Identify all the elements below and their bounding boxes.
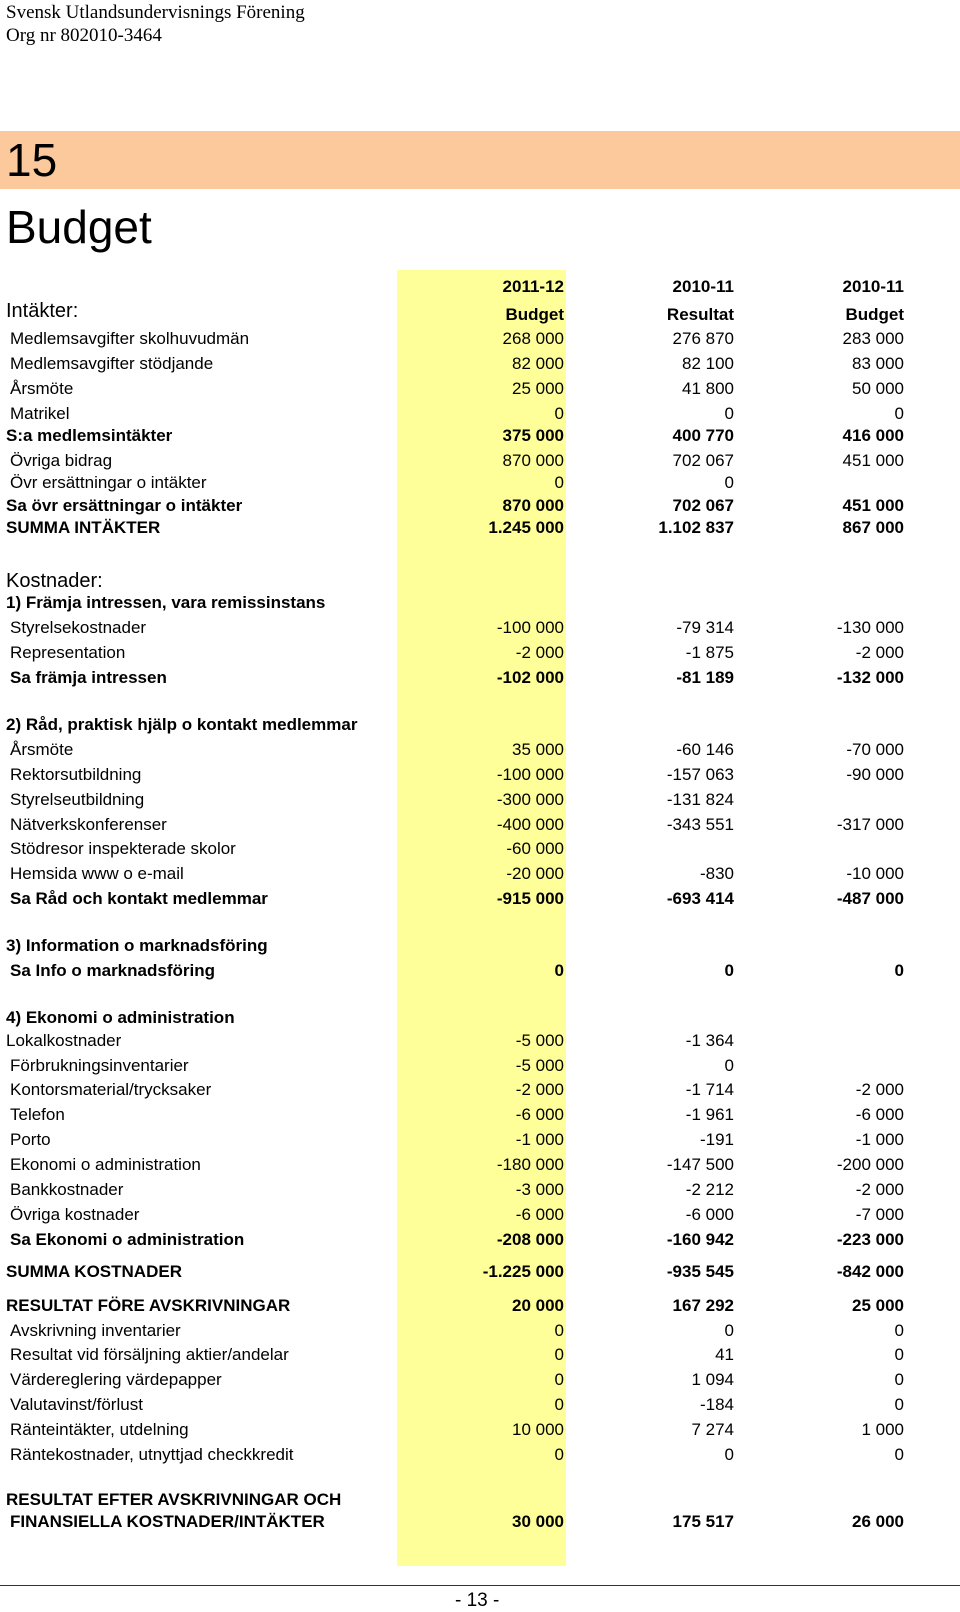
row-label: SUMMA KOSTNADER <box>6 1262 182 1281</box>
row-label: Bankkostnader <box>10 1180 124 1199</box>
row-value-v1: 375 000 <box>502 426 564 445</box>
table-row <box>0 1262 960 1286</box>
row-label: Medlemsavgifter stödjande <box>10 354 214 373</box>
row-value-v2: 1 094 <box>691 1370 734 1389</box>
row-value-v2: -60 146 <box>676 740 734 759</box>
table-row <box>0 473 960 497</box>
row-value-v1: -400 000 <box>496 815 564 834</box>
row-value-v1: 20 000 <box>512 1296 564 1315</box>
table-row <box>0 1056 960 1080</box>
row-value-v1: -3 000 <box>515 1180 564 1199</box>
table-row <box>0 570 960 594</box>
org-number: Org nr 802010-3464 <box>6 25 162 46</box>
row-value-v1: -208 000 <box>496 1230 564 1249</box>
row-value-v2: 702 067 <box>672 496 734 515</box>
row-label: Avskrivning inventarier <box>10 1321 181 1340</box>
row-label: 4) Ekonomi o administration <box>6 1008 235 1027</box>
table-row <box>0 1490 960 1514</box>
row-value-v3: -10 000 <box>846 864 904 883</box>
row-value-v2: 1.102 837 <box>658 518 734 537</box>
row-value-v2: 0 <box>724 473 734 492</box>
row-value-v2: -6 000 <box>685 1205 734 1224</box>
row-value-v1: 0 <box>554 404 564 423</box>
row-value-v2: 41 <box>715 1345 734 1364</box>
row-value-v3: 0 <box>894 1395 904 1414</box>
row-label: Kostnader: <box>6 570 103 592</box>
row-value-v2: 0 <box>724 404 734 423</box>
row-label: Årsmöte <box>10 379 74 398</box>
table-row <box>0 496 960 520</box>
row-value-v3: 83 000 <box>852 354 904 373</box>
table-row <box>0 1008 960 1032</box>
row-value-v2: 0 <box>724 961 734 980</box>
row-value-v1: -2 000 <box>515 1080 564 1099</box>
table-row <box>0 740 960 764</box>
table-row <box>0 765 960 789</box>
row-value-v1: 0 <box>554 961 564 980</box>
row-value-v3: -6 000 <box>855 1105 904 1124</box>
row-value-v2: -1 364 <box>685 1031 734 1050</box>
table-row <box>0 1420 960 1444</box>
row-value-v1: -1 000 <box>515 1130 564 1149</box>
intakter-heading: Intäkter: <box>6 300 79 322</box>
row-value-v1: -6 000 <box>515 1205 564 1224</box>
row-value-v1: -915 000 <box>496 889 564 908</box>
table-row <box>0 839 960 863</box>
row-label: Årsmöte <box>10 740 74 759</box>
table-row <box>0 1230 960 1254</box>
row-label: Sa Ekonomi o administration <box>10 1230 245 1249</box>
row-label: Stödresor inspekterade skolor <box>10 839 236 858</box>
table-row <box>0 643 960 667</box>
row-value-v3: -842 000 <box>836 1262 904 1281</box>
row-label: Lokalkostnader <box>6 1031 122 1050</box>
table-row <box>0 426 960 450</box>
row-value-v3: 451 000 <box>842 451 904 470</box>
row-label: Rektorsutbildning <box>10 765 142 784</box>
row-value-v2: -343 551 <box>666 815 734 834</box>
table-row <box>0 354 960 378</box>
row-label: Sa främja intressen <box>10 668 167 687</box>
row-value-v3: -2 000 <box>855 1080 904 1099</box>
row-value-v1: -100 000 <box>496 618 564 637</box>
row-value-v2: -157 063 <box>666 765 734 784</box>
row-label: Valutavinst/förlust <box>10 1395 143 1414</box>
row-value-v1: 870 000 <box>502 496 564 515</box>
row-value-v3: 0 <box>894 961 904 980</box>
row-label: Förbrukningsinventarier <box>10 1056 189 1075</box>
row-value-v3: -200 000 <box>836 1155 904 1174</box>
col2-year: 2010-11 <box>672 277 734 296</box>
column-year-row <box>0 277 960 301</box>
table-row <box>0 1205 960 1229</box>
row-value-v2: 702 067 <box>672 451 734 470</box>
table-row <box>0 1445 960 1469</box>
chapter-number: 15 <box>6 134 58 186</box>
row-label: Värdereglering värdepapper <box>10 1370 222 1389</box>
row-value-v2: -147 500 <box>666 1155 734 1174</box>
row-label: Resultat vid försäljning aktier/andelar <box>10 1345 289 1364</box>
row-label: RESULTAT EFTER AVSKRIVNINGAR OCH <box>6 1490 342 1509</box>
row-value-v2: -1 961 <box>685 1105 734 1124</box>
row-value-v2: 0 <box>724 1056 734 1075</box>
row-label: Porto <box>10 1130 51 1149</box>
row-value-v2: 7 274 <box>691 1420 734 1439</box>
row-label: FINANSIELLA KOSTNADER/INTÄKTER <box>10 1512 325 1531</box>
row-value-v1: 10 000 <box>512 1420 564 1439</box>
row-value-v1: 1.245 000 <box>488 518 564 537</box>
row-value-v3: -70 000 <box>846 740 904 759</box>
row-value-v3: 0 <box>894 1370 904 1389</box>
table-row <box>0 961 960 985</box>
row-value-v3: 26 000 <box>852 1512 904 1531</box>
table-row <box>0 1031 960 1055</box>
row-value-v3: -223 000 <box>836 1230 904 1249</box>
row-value-v3: -2 000 <box>855 1180 904 1199</box>
row-label: Hemsida www o e-mail <box>10 864 184 883</box>
table-row <box>0 790 960 814</box>
row-value-v1: -20 000 <box>506 864 564 883</box>
row-value-v3: 416 000 <box>842 426 904 445</box>
row-value-v1: -300 000 <box>496 790 564 809</box>
row-value-v1: 0 <box>554 1370 564 1389</box>
table-row <box>0 1296 960 1320</box>
row-label: RESULTAT FÖRE AVSKRIVNINGAR <box>6 1296 291 1315</box>
row-value-v1: -5 000 <box>515 1031 564 1050</box>
row-label: 3) Information o marknadsföring <box>6 936 268 955</box>
row-label: 1) Främja intressen, vara remissinstans <box>6 593 326 612</box>
row-label: Representation <box>10 643 126 662</box>
row-label: Övr ersättningar o intäkter <box>10 473 207 492</box>
col1-type: Budget <box>505 305 564 324</box>
row-value-v1: -60 000 <box>506 839 564 858</box>
table-row <box>0 1370 960 1394</box>
table-row <box>0 1105 960 1129</box>
row-value-v1: -2 000 <box>515 643 564 662</box>
row-label: Styrelseutbildning <box>10 790 145 809</box>
table-row <box>0 1395 960 1419</box>
row-value-v3: -2 000 <box>855 643 904 662</box>
row-value-v3: -132 000 <box>836 668 904 687</box>
table-row <box>0 668 960 692</box>
row-value-v2: -79 314 <box>676 618 734 637</box>
org-name: Svensk Utlandsundervisnings Förening <box>6 2 305 23</box>
row-label: Medlemsavgifter skolhuvudmän <box>10 329 250 348</box>
row-value-v3: 0 <box>894 404 904 423</box>
table-row <box>0 593 960 617</box>
table-row <box>0 404 960 428</box>
row-value-v3: -130 000 <box>836 618 904 637</box>
table-row <box>0 815 960 839</box>
row-label: 2) Råd, praktisk hjälp o kontakt medlemmar <box>6 715 358 734</box>
row-value-v2: 167 292 <box>672 1296 734 1315</box>
row-label: Ränteintäkter, utdelning <box>10 1420 189 1439</box>
row-value-v2: 400 770 <box>672 426 734 445</box>
col3-year: 2010-11 <box>842 277 904 296</box>
row-value-v1: 30 000 <box>512 1512 564 1531</box>
row-value-v2: -1 714 <box>685 1080 734 1099</box>
column-type-row <box>0 300 960 324</box>
row-value-v2: 0 <box>724 1321 734 1340</box>
row-label: Sa övr ersättningar o intäkter <box>6 496 243 515</box>
row-value-v2: 82 100 <box>682 354 734 373</box>
row-label: Telefon <box>10 1105 65 1124</box>
col1-year: 2011-12 <box>502 277 564 296</box>
row-value-v1: 0 <box>554 1321 564 1340</box>
row-value-v2: 0 <box>724 1445 734 1464</box>
table-row <box>0 1155 960 1179</box>
row-value-v3: 0 <box>894 1445 904 1464</box>
row-label: Räntekostnader, utnyttjad checkkredit <box>10 1445 294 1464</box>
table-row <box>0 1180 960 1204</box>
row-value-v2: 175 517 <box>672 1512 734 1531</box>
row-value-v2: -830 <box>699 864 734 883</box>
table-row <box>0 1080 960 1104</box>
table-row <box>0 889 960 913</box>
row-value-v1: -180 000 <box>496 1155 564 1174</box>
row-value-v1: 0 <box>554 1345 564 1364</box>
row-value-v3: 50 000 <box>852 379 904 398</box>
row-value-v3: 0 <box>894 1321 904 1340</box>
row-value-v1: 268 000 <box>502 329 564 348</box>
row-label: Övriga kostnader <box>10 1205 140 1224</box>
row-value-v2: -184 <box>699 1395 734 1414</box>
row-value-v1: 82 000 <box>512 354 564 373</box>
table-row <box>0 329 960 353</box>
row-label: S:a medlemsintäkter <box>6 426 173 445</box>
row-label: Kontorsmaterial/trycksaker <box>10 1080 212 1099</box>
row-value-v3: 867 000 <box>842 518 904 537</box>
table-row <box>0 1512 960 1536</box>
table-row <box>0 618 960 642</box>
row-value-v1: 0 <box>554 1445 564 1464</box>
table-row <box>0 1130 960 1154</box>
row-value-v2: -81 189 <box>676 668 734 687</box>
table-row <box>0 518 960 542</box>
row-value-v1: 25 000 <box>512 379 564 398</box>
row-value-v3: 25 000 <box>852 1296 904 1315</box>
row-value-v2: 41 800 <box>682 379 734 398</box>
page-number: - 13 - <box>455 1590 500 1611</box>
row-value-v2: -160 942 <box>666 1230 734 1249</box>
row-value-v1: -102 000 <box>496 668 564 687</box>
row-label: Sa Råd och kontakt medlemmar <box>10 889 268 908</box>
row-value-v3: 451 000 <box>842 496 904 515</box>
row-label: Ekonomi o administration <box>10 1155 201 1174</box>
row-label: Matrikel <box>10 404 70 423</box>
row-label: Övriga bidrag <box>10 451 113 470</box>
row-value-v1: 35 000 <box>512 740 564 759</box>
chapter-band <box>0 131 960 189</box>
row-value-v2: -191 <box>699 1130 734 1149</box>
row-value-v3: -317 000 <box>836 815 904 834</box>
row-value-v1: -1.225 000 <box>482 1262 564 1281</box>
table-row <box>0 864 960 888</box>
footer-rule <box>0 1585 960 1586</box>
row-value-v1: 0 <box>554 473 564 492</box>
col2-type: Resultat <box>666 305 734 324</box>
row-label: SUMMA INTÄKTER <box>6 518 161 537</box>
row-value-v3: -90 000 <box>846 765 904 784</box>
table-row <box>0 379 960 403</box>
chapter-title: Budget <box>6 201 152 253</box>
row-label: Styrelsekostnader <box>10 618 147 637</box>
table-row <box>0 715 960 739</box>
row-value-v2: 276 870 <box>672 329 734 348</box>
row-label: Sa Info o marknadsföring <box>10 961 215 980</box>
row-value-v3: 1 000 <box>861 1420 904 1439</box>
row-value-v2: -1 875 <box>685 643 734 662</box>
row-value-v1: 870 000 <box>502 451 564 470</box>
row-value-v2: -935 545 <box>666 1262 734 1281</box>
row-value-v2: -693 414 <box>666 889 734 908</box>
row-value-v3: 0 <box>894 1345 904 1364</box>
row-value-v2: -131 824 <box>666 790 734 809</box>
table-row <box>0 936 960 960</box>
row-value-v1: -6 000 <box>515 1105 564 1124</box>
table-row <box>0 1321 960 1345</box>
table-row <box>0 451 960 475</box>
row-value-v1: -100 000 <box>496 765 564 784</box>
row-value-v2: -2 212 <box>685 1180 734 1199</box>
row-value-v1: 0 <box>554 1395 564 1414</box>
row-value-v3: -1 000 <box>855 1130 904 1149</box>
col3-type: Budget <box>845 305 904 324</box>
row-label: Nätverkskonferenser <box>10 815 167 834</box>
row-value-v1: -5 000 <box>515 1056 564 1075</box>
row-value-v3: -7 000 <box>855 1205 904 1224</box>
row-value-v3: -487 000 <box>836 889 904 908</box>
row-value-v3: 283 000 <box>842 329 904 348</box>
table-row <box>0 1345 960 1369</box>
